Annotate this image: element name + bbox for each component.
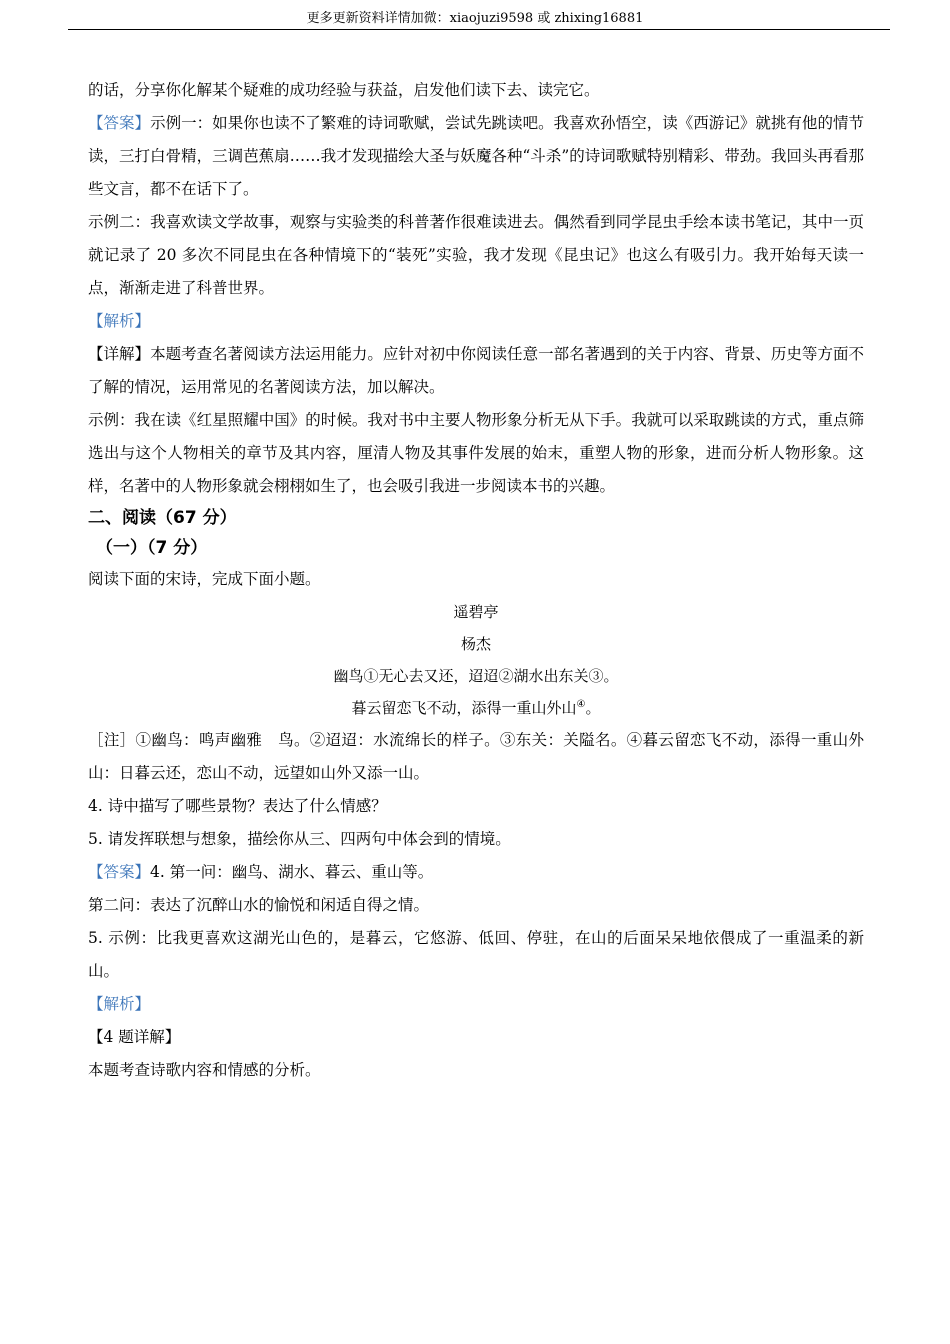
answer-tag-2: 【答案】 xyxy=(88,863,151,881)
poem-line-2-end: 。 xyxy=(585,699,601,717)
poem-line-1: 幽鸟①无心去又还，迢迢②湖水出东关③。 xyxy=(333,667,619,685)
example-paragraph: 示例：我在读《红星照耀中国》的时候。我对书中主要人物形象分析无从下手。我就可以采取跳读的方式，重点筛选出与这个人物相关的章节及其内容，厘清人物及其事件发展的始末，重塑人物的形象，进而分析人物形象。这样，名著中的人物形象就会栩栩如生了，也会吸引我进一步阅读本书的兴趣。 xyxy=(88,411,864,495)
footnote-marker: ④ xyxy=(576,699,586,710)
reading-instruction: 阅读下面的宋诗，完成下面小题。 xyxy=(88,570,321,588)
analysis-tag: 【解析】 xyxy=(88,312,151,330)
detail-paragraph: 【详解】本题考查名著阅读方法运用能力。应针对初中你阅读任意一部名著遇到的关于内容、背景、历史等方面不了解的情况，运用常见的名著阅读方法，加以解决。 xyxy=(88,345,864,396)
answer-text: 示例一：如果你也读不了繁难的诗词歌赋，尝试先跳读吧。我喜欢孙悟空，读《西游记》就挑有他的情节读，三打白骨精，三调芭蕉扇……我才发现描绘大圣与妖魔各种“斗杀”的诗词歌赋特别精彩、带劲。我回头再看那些文言，都不在话下了。 xyxy=(88,114,864,198)
answer-5: 5. 示例：比我更喜欢这湖光山色的，是暮云，它悠游、低回、停驻，在山的后面呆呆地依偎成了一重温柔的新山。 xyxy=(88,929,864,980)
answer-tag: 【答案】 xyxy=(88,114,151,132)
question-5: 5. 请发挥联想与想象，描绘你从三、四两句中体会到的情境。 xyxy=(88,830,511,848)
question-4: 4. 诗中描写了哪些景物？表达了什么情感？ xyxy=(88,797,387,815)
answer-2-text: 4. 第一问：幽鸟、湖水、暮云、重山等。 xyxy=(150,863,434,881)
poem-notes: ［注］①幽鸟：鸣声幽雅 鸟。②迢迢：水流绵长的样子。③东关：关隘名。④暮云留恋飞不动，添得一重山外山：日暮云还，恋山不动，远望如山外又添一山。 xyxy=(88,731,864,782)
paragraph-intro: 的话，分享你化解某个疑难的成功经验与获益，启发他们读下去、读完它。 xyxy=(88,81,600,99)
section-heading: 二、阅读（67 分） xyxy=(88,508,237,528)
answer-paragraph xyxy=(88,107,864,206)
poem-line-2-text: 暮云留恋飞不动，添得一重山外山 xyxy=(351,699,577,717)
analysis-tag-2: 【解析】 xyxy=(88,995,151,1013)
detail-4-text: 本题考查诗歌内容和情感的分析。 xyxy=(88,1061,321,1079)
example-two: 示例二：我喜欢读文学故事，观察与实验类的科普著作很难读进去。偶然看到同学昆虫手绘本读书笔记，其中一页就记录了 20 多次不同昆虫在各种情境下的“装死”实验，我才发现《昆虫记》也这么有吸引力。我开始每天读一点，渐渐走进了科普世界。 xyxy=(88,213,864,297)
poem-title: 遥碧亭 xyxy=(453,603,499,621)
page-header: 更多更新资料详情加微：xiaojuzi9598 或 zhixing16881 xyxy=(306,11,644,26)
header-divider xyxy=(68,29,890,30)
subsection-heading: （一）（7 分） xyxy=(96,538,208,558)
poem-line-2 xyxy=(88,692,864,724)
poem-author: 杨杰 xyxy=(460,635,491,653)
answer-2-line-2: 第二问：表达了沉醉山水的愉悦和闲适自得之情。 xyxy=(88,896,430,914)
detail-4-tag: 【4 题详解】 xyxy=(88,1028,181,1046)
answer-paragraph-2 xyxy=(88,856,864,889)
document-body xyxy=(88,74,864,1087)
